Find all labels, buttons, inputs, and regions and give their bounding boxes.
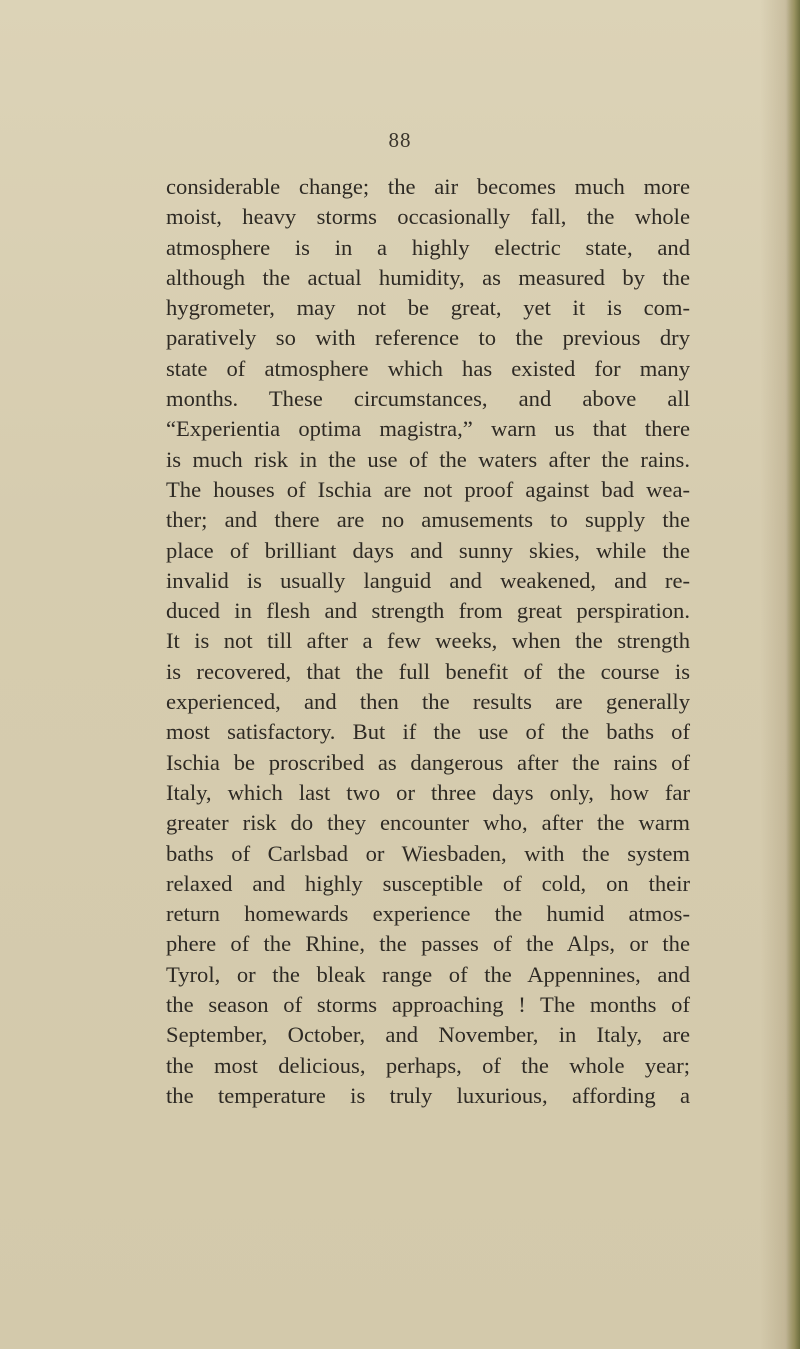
text-line: relaxed and highly susceptible of cold, on their (166, 870, 690, 896)
text-line: Ischia be proscribed as dangerous after the rains of (166, 749, 690, 775)
text-line: It is not till after a few weeks, when the strength (166, 628, 690, 654)
text-line: Tyrol, or the bleak range of the Appennines, and (166, 961, 690, 987)
text-line: greater risk do they encounter who, after the warm (166, 810, 690, 836)
text-line: hygrometer, may not be great, yet it is com- (166, 295, 690, 321)
text-line: is recovered, that the full benefit of the course is (166, 658, 690, 684)
text-line: invalid is usually languid and weakened, and re- (166, 567, 690, 593)
text-line: state of atmosphere which has existed for many (166, 355, 690, 381)
text-line: return homewards experience the humid atmos- (166, 901, 690, 927)
text-line: The houses of Ischia are not proof against bad wea- (166, 476, 690, 502)
text-line: ther; and there are no amusements to supply the (166, 507, 690, 533)
text-line: September, October, and November, in Italy, are (166, 1022, 690, 1048)
text-line: experienced, and then the results are generally (166, 689, 690, 715)
text-line: is much risk in the use of the waters after the rains. (166, 446, 690, 472)
text-line: the season of storms approaching ! The months of (166, 992, 690, 1018)
text-line: moist, heavy storms occasionally fall, the whole (166, 204, 690, 230)
text-line: atmosphere is in a highly electric state, and (166, 234, 690, 260)
text-line: considerable change; the air becomes much more (166, 174, 690, 199)
text-line: months. These circumstances, and above all (166, 386, 690, 412)
page-number: 88 (388, 128, 412, 152)
body-text (166, 172, 690, 1111)
text-line: phere of the Rhine, the passes of the Alps, or the (166, 931, 690, 957)
text-line: “Experientia optima magistra,” warn us that there (166, 416, 690, 442)
text-line: the temperature is truly luxurious, affording a (166, 1082, 690, 1108)
text-line: duced in flesh and strength from great perspiration. (166, 598, 690, 624)
text-line: place of brilliant days and sunny skies, while the (166, 537, 690, 563)
text-line: although the actual humidity, as measured by the (166, 264, 690, 290)
text-line: paratively so with reference to the previous dry (166, 325, 690, 351)
text-line: Italy, which last two or three days only, how far (166, 779, 690, 805)
text-line: the most delicious, perhaps, of the whole year; (166, 1052, 690, 1078)
page-edge-shadow (786, 0, 800, 1349)
text-line: baths of Carlsbad or Wiesbaden, with the system (166, 840, 690, 866)
text-line: most satisfactory. But if the use of the baths of (166, 719, 690, 745)
